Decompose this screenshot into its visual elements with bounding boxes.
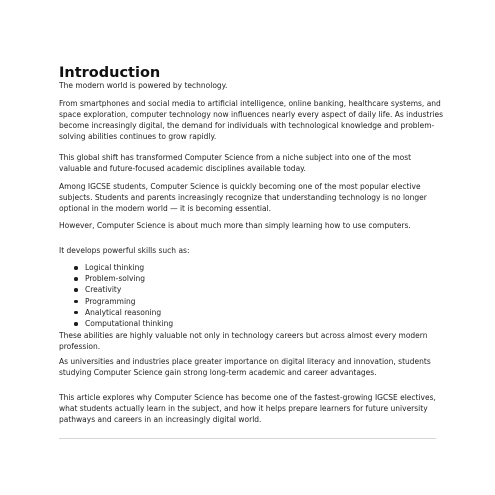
skill-label: Problem-solving [85,274,145,284]
intro-paragraph: The modern world is powered by technology. [59,81,228,90]
igcse-popularity-paragraph: Among IGCSE students, Computer Science is quickly becoming one of the most popular elective subjects. Students and parents increasingly recognize that understanding technology is no longer optional in the modern world — it is becoming essential. [59,182,427,213]
list-item [59,262,173,273]
skill-label: Logical thinking [85,263,145,272]
bullet-icon [74,266,78,270]
digital-literacy-paragraph: As universities and industries place greater importance on digital literacy and innovation, students studying Computer Science gain strong long-term academic and career advantages. [59,357,431,377]
bullet-icon [74,288,78,292]
beyond-computers-paragraph: However, Computer Science is about much more than simply learning how to use computers. [59,221,411,230]
skill-label: Programming [85,296,136,306]
skills-list [59,262,173,329]
list-item [59,296,173,307]
bullet-icon [74,277,78,281]
list-item [59,307,173,318]
divider [59,438,436,439]
skill-label: Computational thinking [85,319,174,329]
skill-label: Analytical reasoning [85,307,162,317]
list-item [59,318,173,329]
abilities-value-paragraph: These abilities are highly valuable not only in technology careers but across almost every modern profession. [59,331,428,351]
list-item [59,284,173,295]
article-title: Introduction [59,64,161,81]
bullet-icon [74,300,78,304]
technology-influence-paragraph: From smartphones and social media to artificial intelligence, online banking, healthcare systems, and space exploration, computer technology now influences nearly every aspect of daily life. As industries become increasingly digital, the demand for individuals with technological knowledge and problem-solving abilities continues to grow rapidly. [59,99,444,141]
global-shift-paragraph: This global shift has transformed Computer Science from a niche subject into one of the most valuable and future-focused academic disciplines available today. [59,153,412,173]
bullet-icon [74,311,78,315]
list-item [59,273,173,284]
article-overview-paragraph: This article explores why Computer Science has become one of the fastest-growing IGCSE electives, what students actually learn in the subject, and how it helps prepare learners for future university pathways and careers in an increasingly digital world. [59,393,436,424]
bullet-icon [74,322,78,326]
skill-label: Creativity [85,285,122,295]
skills-intro-paragraph: It develops powerful skills such as: [59,246,190,255]
